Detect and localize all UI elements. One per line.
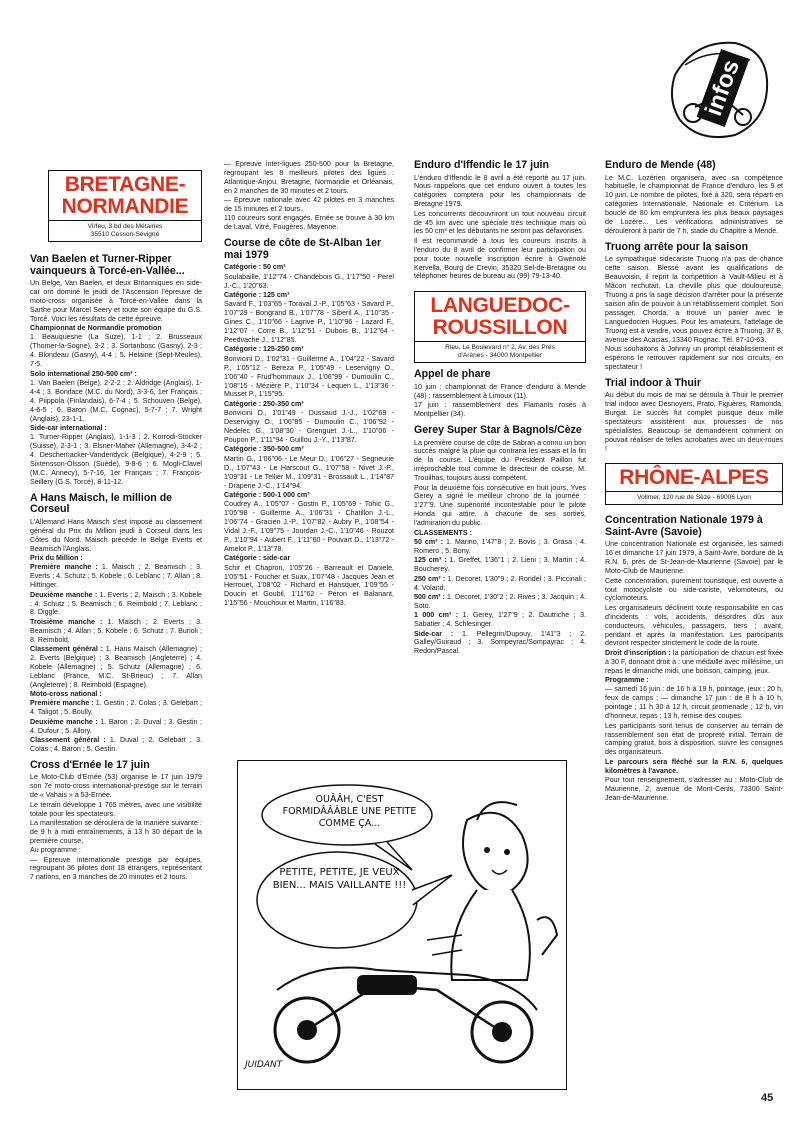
column-3 [414, 160, 586, 760]
results-text: Classement général : 1. Hans Maisch (Allemagne) ; 2. Everts (Belgique) ; 3. Beamisch (Angleterre) ; 4. Kobele (Allemagne) ; 5. Schutz (Allemagne) ; 6. Leblanc (France, M.C. St-Brieuc) ; 7. Allan (Angleterre) ; 8. Reimbold (Espagne). [30, 645, 202, 689]
region-banner-rhone-alpes [605, 463, 783, 492]
category-heading: Catégorie : 500-1 000 cm³ [224, 490, 310, 499]
address-line: 35510 Cesson-Sévigné [90, 231, 160, 238]
cartoonist-signature: JUIDANT [245, 1060, 283, 1070]
article-body: Droit d'inscription : la participation de chacun est fixée à 30 F, donnant droit à : une médaille avec millésime, un repas le dimanche midi, une boisson, camping, jeux. [605, 648, 783, 675]
results-text: 1. Turner-Ripper (Anglais), 1-1-3 ; 2. Korrodi-Stocker (Suisse), 2-3-1 ; 3. Elsner-Maher (Allemagne), 3-4-2 ; 4. Deschemacker-Vandendyck (Belgique), 4-2-9 ; 5. Sixtensson-Olsson (Suède), 9-8-6 ; 6. Mogli-Clavel (M.C. Annecy), 5-7-16, 1er Français ; 7. François-Seillery (G.S. Torcé), 8-11-12. [30, 433, 202, 486]
results-heading: Side-car international : [30, 424, 107, 432]
article-body: Au programme : [30, 846, 81, 855]
article-title: Cross d'Ernée le 17 juin [30, 758, 150, 771]
category-results: Schir et Chapron, 1'05"26 - Barreault et Daniele, 1'05"51 - Foucher et Suax, 1'07"48 - Jacques Jean et Herrouet, 1'08"02 - Richard et Hansquer, 1'09"55 - Doucin et Goubil, 1'11"62 - Péron et Balanant, 1'15"56 - Mouchoux et Martin, 1'16"83. [224, 563, 394, 608]
article-body: — Epreuve internationale prestige par équipes, regroupant 36 pilotes dont 18 étrangers, représentant 7 nations, en 3 manches de 20 minutes et 2 tours. [30, 855, 202, 882]
cartoon-illustration [237, 760, 567, 1090]
results-text: Première manche : 1. Gestin ; 2. Colas ; 3. Gelebart ; 4. Taligot ; 5. Boully. [30, 699, 202, 717]
column-bretagne [30, 170, 202, 1095]
results-heading: Moto-cross national : [30, 690, 102, 699]
region-title-bretagne: BRETAGNE-NORMANDIE [61, 173, 189, 218]
speech-bubble-1: OUÂÂH, C'EST FORMIDÂÂÂBLE UNE PETITE COMME ÇA... [282, 794, 417, 829]
article-body: 110 coureurs sont engagés. Ernée se trouve à 30 km de Laval, Vitré, Fougères, Mayenne. [224, 214, 394, 232]
results-text: Troisième manche : 1. Maisch ; 2. Everts ; 3. Beamisch ; 4. Allan ; 5. Kobele ; 6. Schutz ; 7. Burioli ; 8. Reimbold. [30, 617, 202, 644]
category-heading: Catégorie : 250-350 cm³ [224, 399, 304, 408]
article-subheading: Programme : [605, 676, 649, 685]
article-subheading: Le parcours sera fléché sur la R.N. 6, quelques kilomètres à l'avance. [605, 757, 783, 775]
results-text: Première manche : 1. Maisch ; 2. Beamisch ; 3. Everts ; 4. Schutz ; 5. Kobele ; 6. Leblanc ; 7. Allan ; 8. Hittinger. [30, 563, 202, 590]
region-address-bretagne [48, 221, 202, 242]
article-title: A Hans Maisch, le million de Corseul [30, 491, 173, 516]
results-text: 1 000 cm³ : 1. Gerey, 1'27"9 ; 2. Dautriche ; 3. Sabatier ; 4. Schlesinger. [414, 611, 586, 629]
article-body: — Epreuve inter-ligues 250-500 pour la Bretagne, regroupant les 8 meilleurs pilotes des ligues : Atlantique-Anjou, Bretagne, Normandie et Orléanais, en 2 manches de 30 minutes et 2 tours. [224, 160, 394, 195]
category-heading: Catégorie : 125 cm³ [224, 290, 290, 299]
svg-text:infos: infos [700, 56, 746, 120]
results-text: Deuxième manche : 1. Baron ; 2. Duval ; 3. Gestin ; 4. Dufour ; 5. Allory. [30, 717, 202, 735]
category-results: Bonvicini D., 1'01"49 - Dussaud J.-J., 1'02"69 - Deservigny O., 1'06"85 - Dumoulin C., 1'06"92 - Nedelec G., 1'08"30 - Grenguet J.-L., 1'10"06 - Poupon P., 1'11"94 - Guillou J.-Y., 1'13"87. [224, 409, 394, 444]
category-heading: Catégorie : 50 cm³ [224, 263, 286, 272]
article-body: Il est recommandé à tous les coureurs inscrits à l'enduro du 8 avril de confirmer leur participation ou pour toute nouvelle inscription écrire à Gwénolé Kervella, Bourg de Crevin, 35320 Sel-de-Bretagne ou téléphoner heures de bureau au (99) 79-13-40. [414, 236, 586, 281]
results-text: 1. Van Baelen (Belge), 2-2-2 ; 2. Aldridge (Anglais), 1-4-4 ; 3. Boniface (M.C. du Nord), 3-3-6, 1er Français ; 4. Piippola (Finlandais), 6-7-4 ; 5. Schouven (Belge), 4-6-5 ; 6. Baron (M.C. Cognac), 5-7-7 ; 7. Wright (Anglais), 23-1-1. [30, 378, 202, 423]
address-line: Rieu, Le Boulevard n° 2, Av. des Prés [445, 344, 555, 352]
results-heading: Prix du Million : [30, 553, 83, 562]
article-title: Appel de phare [414, 368, 491, 381]
region-banner-bretagne [48, 170, 202, 221]
article-body: Une concentration Nationale est organisée, les samedi 16 et dimanche 17 juin 1979, à Saint-Avre, bordure de la R.N. 6, près de St-Jean-de-Maurienne (Savoie) par le Moto-Club de Maurienne. [605, 540, 783, 576]
results-text: 500 cm³ : 1. Decoret, 1'30"2 ; 2. Rives ; 3. Jacquin ; 4. Soto. [414, 592, 586, 610]
category-heading: Catégorie : 125-250 cm³ [224, 345, 304, 354]
article-body: Les participants sont tenus de conserver au terrain de rassemblement son état de propreté initial. Terrain de camping gratuit, bois à disposition, suivre les consignes des organisateurs. [605, 721, 783, 757]
category-results: Martin G., 1'06"06 - Le Meur D., 1'06"27 - Segneurie D., 1'07"43 - Le Harscout G., 1'07"58 - Nivet J.-P., 1'09"31 - Le Tellier M., 1'09"31 - Brossault L., 1'14"87 - Draperie J.-C., 1'14"94. [224, 454, 394, 490]
address-line: d'Arènes - 34000 Montpellier [457, 352, 543, 360]
results-text: Deuxième manche : 1. Everts ; 2. Maisch ; 3. Kobele ; 4. Schutz ; 5. Beamisch ; 6. Reimbold ; 7. Leblanc ; 8. Diggle. [30, 590, 202, 617]
category-results: Savard F., 1'03"65 - Toraval J.-P., 1'05"63 - Savard P., 1'07"29 - Bongrand B., 1'07"78 - Siberil A., 1'10"35 - Gines C., 1'10"66 - Lagrive P., 1'10"96 - Lazard F., 1'12"07 - Corre B., 1'12"51 - Dubois B., 1'12"64 - Peedvache J., 1'12"85. [224, 300, 394, 344]
speech-bubble-2: PETITE, PETITE, JE VEUX BIEN... MAIS VAILLANTE !!! [272, 867, 407, 891]
article-title: Truong arrête pour la saison [605, 240, 749, 253]
category-results: Coudrey A., 1'05"07 - Gostin P., 1'05"69 - Tohic G., 1'05"98 - Guillerme A., 1'06"31 - Chatillon J.-L., 1'06"74 - Gracien J.-P., 1'07"82 - Aubry P., 1'08"54 - Vidal J.-F., 1'09"75 - Jourdan J.-C., 1'10"46 - Rouzot P., 1'10"94 - Aubert F., 1'11"60 - Pouvart D., 1'13"72 - Amelot P., 1'13"78. [224, 500, 394, 553]
article-body: Les organisateurs déclinent toute responsabilité en cas d'incidents : vols, accidents, désordres dûs aux conducteurs, véhicules, passagers, tiers ; avant, pendant et après la manifestation. Les participants devront respecter strictement le code de la route. [605, 603, 783, 648]
results-heading: CLASSEMENTS : [414, 528, 472, 537]
results-text: Classement général : 1. Duval ; 2. Gelebart ; 3. Colas ; 4. Baron ; 5. Gestin. [30, 736, 202, 753]
category-heading: Catégorie : 350-500 cm³ [224, 445, 304, 454]
article-body: Cette concentration, purement touristique, est ouverte à tout motocycliste ou side-cariste, vélomoteurs, ou cyclomoteurs. [605, 576, 783, 603]
article-body: 10 juin : championnat de France d'enduro à Mende (48) ; rassemblement à Limoux (11). [414, 382, 586, 400]
article-body: — samedi 16 juin : de 16 h à 19 h, pointage, jeux ; 20 h, feux de camps ; — dimanche 17 juin : de 8 h à 10 h, pointage ; 11 h 30 à 12 h, circuit promenade ; 12 h, vin d'honneur, repas ; 13 h, remise des coupes. [605, 685, 783, 721]
article-title: Trial indoor à Thuir [605, 376, 701, 389]
article-body: L'Allemand Hans Maisch s'est imposé au classement général du Prix du Million jeudi à Corseul dans les Côtes du Nord. Maisch précède le Belge Everts et Beamisch l'Anglais. [30, 517, 202, 553]
column-2 [224, 160, 394, 760]
results-heading: Championnat de Normandie promotion [30, 324, 162, 333]
article-title: Van Baelen et Turner-Ripper vainqueurs à Torcé-en-Vallée... [30, 253, 185, 277]
region-title-rhone-alpes: RHÔNE-ALPES [619, 466, 769, 490]
article-title: Enduro de Mende (48) [605, 160, 716, 171]
results-text: 1. Beauquesne (La Suze), 1-1 ; 2. Brusseaux (Thomer-la-Sogne), 3-2 ; 3. Sortanbosc (Gasny), 2-3 ; 4. Blondeau (Gasny), 4-4 ; 5. Helaine (Sept-Meules), 7-5. [30, 333, 202, 369]
article-body: Pour tout renseignement, s'adresser au : Moto-Club de Maurienne, 2, avenue de Mont-Cenis, 73300 Saint-Jean-de-Maurienne. [605, 776, 783, 802]
article-body: Pour la deuxième fois consécutive en huit jours, Yves Gerey a signé le meilleur chrono de la journée : 1'27"9. Une supériorité incontestable pour le pilote Honda qui attire, à chacune de ses sorties, l'admiration du public. [414, 483, 586, 528]
results-text: Side-car : 1. Pellegrin/Dupouy, 1'41"3 ; 2. Galley/Guiraud ; 3. Sompeyrac/Sompayrac ; 4. Redon/Pascal. [414, 629, 586, 656]
article-body: L'enduro d'Iffendic le 8 avril a été reporté au 17 juin. Nous rappelons que cet enduro ouvert à toutes les catégories comptera pour les championnats de Bretagne 1979. [414, 173, 586, 209]
results-text: 50 cm³ : 1. Marino, 1'47"8 ; 2. Bovis ; 3. Grasa ; 4. Romero ; 5. Bony. [414, 537, 586, 555]
article-body: Le terrain développe 1 765 mètres, avec une visibilité totale pour les spectateurs. [30, 800, 202, 818]
article-body: 17 juin : rassemblement des Flamants roses à Montpellier (34). [414, 401, 586, 419]
category-results: Bonvicini D., 1'02"31 - Guillerme A., 1'04"22 - Savard P., 1'05"12 - Bereza P., 1'05"49 - Leservigny O., 1'06"40 - Frud'hommaux J., 1'06"99 - Dumoulin C., 1'08"15 - Mézière P., 1'10"34 - Lequen L., 1'13"36 - Musset P., 1'15"95. [224, 354, 394, 399]
results-text: 250 cm³ : 1. Decoret, 1'30"9 ; 2. Rondel ; 3. Piccinali ; 4. Voland. [414, 574, 586, 592]
infos-logo [665, 35, 775, 145]
article-body: Le sympathique sidecariste Truong n'a pas de chance cette saison. Blessé avant les qualifications de Beauvoisin, il reprit la compétition à Vault-Milieu et à Mâcon rechutait. La cheville plus que douloureuse, Truong a pris la sage décision d'arrêter pour la présente saison afin de pouvoir à un rétablissement complet. Son passager, Chorda, a trouvé un panier avec le Languedocien Hugues. Pour les amateurs, l'attelage de Truong est à vendre, vous pouvez écrire à Truong, 37 B, avenue des Acacias, 13340 Rognac. Tél. 87-10-63. [605, 255, 783, 344]
region-banner-languedoc [414, 291, 586, 342]
article-body: Au début du mois de mai se déroula à Thuir le premier trial indoor avec Desnoyers, Prato, Figuères, Ramonda, Burgat. Le succès fut complet puisque deux mille spectateurs assistèrent aux prouesses de nos spécialistes. Beaucoup se demandèrent comment on pouvait réaliser de telles acrobaties avec un deux-roues ! [605, 391, 783, 453]
article-title: Course de côte de St-Alban 1er mai 1979 [224, 237, 382, 261]
article-title: Gerey Super Star à Bagnols/Cèze [414, 424, 582, 436]
results-text: 125 cm³ : 1. Greffet, 1'36"1 ; 2. Lieni ; 3. Martin ; 4. Boucherey. [414, 556, 586, 574]
column-4 [605, 160, 783, 1085]
region-address-rhone-alpes: Vollmer, 120 rue de Sèze - 69006 Lyon [605, 492, 783, 505]
article-body: Le Moto-Club d'Ernée (53) organise le 17 juin 1979 son 7e moto-cross international-prestige sur le terrain de « Vahais » à 53-Ernée. [30, 773, 202, 800]
article-title: Enduro d'Iffendic le 17 juin [414, 160, 549, 171]
address-line: Virfeu, 3 bd des Métairies [87, 223, 163, 230]
article-body: La manifestation se déroulera de la manière suivante : de 9 h à midi entraînements, à 13 h 30 départ de la première course, [30, 818, 202, 845]
article-title: Concentration Nationale 1979 à Saint-Avre (Savoie) [605, 514, 763, 538]
article-body: La première course de côte de Sabran a connu un bon succès malgré la pluie qui contraria les essais et la fin de la course. L'équipe du Président Paillon fut irréprochable tout comme le directeur de course, M. Trouilhas, toujours aussi compétent. [414, 438, 586, 483]
region-address-languedoc [414, 342, 586, 363]
article-body: — Epreuve nationale avec 42 pilotes en 3 manches de 15 minutes et 2 tours. [224, 196, 394, 214]
article-body: Nous souhaitons à Johnny un prompt rétablissement et espérons le retrouver rapidement sur nos circuits, en spectateur ! [605, 344, 783, 371]
article-body: Les concurrents découvriront un tout nouveau circuit de 45 km avec une spéciale très technique mais où les 50 cm³ et les débutants ne seront pas défavorisés. [414, 209, 586, 236]
page-number: 45 [761, 1092, 774, 1104]
category-results: Soulabaille, 1'12"74 - Chandebois G., 1'17"50 - Perel J.-C., 1'20"63. [224, 272, 394, 290]
results-heading: Solo international 250-500 cm³ : [30, 369, 137, 378]
article-body: Le M.C. Lozérien organisera, avec sa compétence habituelle, le championnat de France d'enduro, les 9 et 10 juin. Le nombre de pilotes, fixé à 320, sera réparti en catégories Internationale, Nationale et Critérium. La boucle de 80 km empruntera les plus beaux paysages de Lozère... Les vérifications administratives se dérouleront à partir de 7 h, stade du Chapitre à Mende. [605, 173, 783, 235]
article-body: Un Belge, Van Baelen, et deux Britanniques en side-car ont dominé le jeudi de l'Ascension l'épreuve de moto-cross organisée à Torcé-en-Vallée dans la Sarthe pour Marcel Seery et toute son équipe du G.S. Torcé. Voici les résultats de cette épreuve. [30, 279, 202, 323]
category-heading: Catégorie : side-car [224, 554, 291, 563]
region-title-languedoc: LANGUEDOC-ROUSSILLON [430, 294, 570, 340]
